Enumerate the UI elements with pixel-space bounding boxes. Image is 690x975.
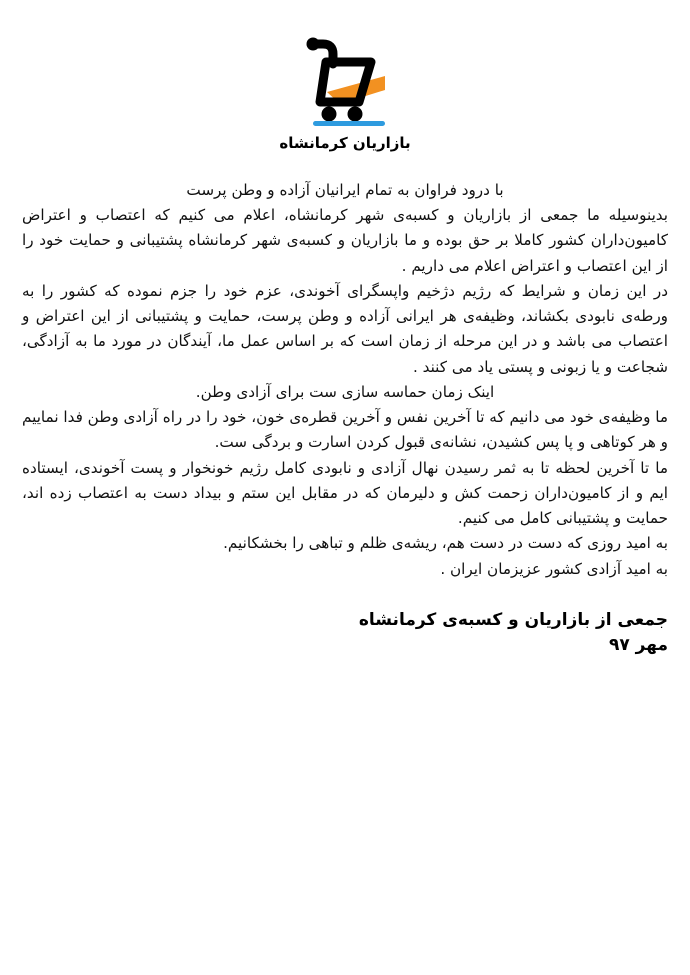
paragraph-commitment: ما تا آخرین لحظه تا به ثمر رسیدن نهال آزادی و نابودی کامل رژیم خونخوار و پست آخوندی، ایستاده ایم و از کامیون‌داران زحمت کش و دلیرمان که در مقابل این ستم و بیداد دست به اعتصاب زده اند، حمایت و پشتیبانی کامل می کنیم.: [22, 458, 668, 528]
paragraph-declaration: بدینوسیله ما جمعی از بازاریان و کسبه‌ی شهر کرمانشاه، اعلام می کنیم که اعتصاب و اعتراض کامیون‌داران کشور کاملا بر حق بوده و ما بازاریان و کسبه‌ی شهر کرمانشاه پشتیبانی و حمایت خود را از این اعتصاب و اعتراض اعلام می داریم .: [22, 206, 668, 275]
paragraph-greeting: با درود فراوان به تمام ایرانیان آزاده و وطن پرست: [186, 181, 504, 199]
paragraph-hope-first: به امید روزی که دست در دست هم، ریشه‌ی ظلم و تباهی را بخشکانیم.: [223, 534, 668, 553]
signature-date: مهر ۹۷: [608, 635, 668, 656]
shopping-cart-icon: [293, 24, 397, 128]
paragraph-epic-line: اینک زمان حماسه سازی ست برای آزادی وطن.: [195, 382, 495, 401]
logo-caption: بازاریان کرمانشاه: [279, 134, 411, 152]
paragraph-hope-second: به امید آزادی کشور عزیزمان ایران .: [440, 559, 668, 578]
paragraph-duty: ما وظیفه‌ی خود می دانیم که تا آخرین نفس و آخرین قطره‌ی خون، خود را در راه آزادی وطن فدا نماییم و هر کوتاهی و پا پس کشیدن، نشانه‌ی قبول کردن اسارت و بردگی ست.: [22, 408, 668, 452]
paragraph-conditions: در این زمان و شرایط که رژیم دژخیم واپسگرای آخوندی، عزم خود را جزم نموده که کشور را به ورطه‌ی نابودی بکشاند، وظیفه‌ی هر ایرانی آزاده و وطن پرست، حمایت و پشتیبانی از این اعتراض و اعتصاب می باشد و در این مرحله از زمان است که بر اساس عمل ما، آیندگان در مورد ما به آزادگی، شجاعت و یا زبونی و پستی یاد می کنند .: [22, 281, 668, 376]
signature-block: [22, 608, 668, 659]
letterhead: [0, 0, 690, 152]
letter-body: [22, 178, 668, 659]
signature-name: جمعی از بازاریان و کسبه‌ی کرمانشاه: [358, 609, 668, 630]
